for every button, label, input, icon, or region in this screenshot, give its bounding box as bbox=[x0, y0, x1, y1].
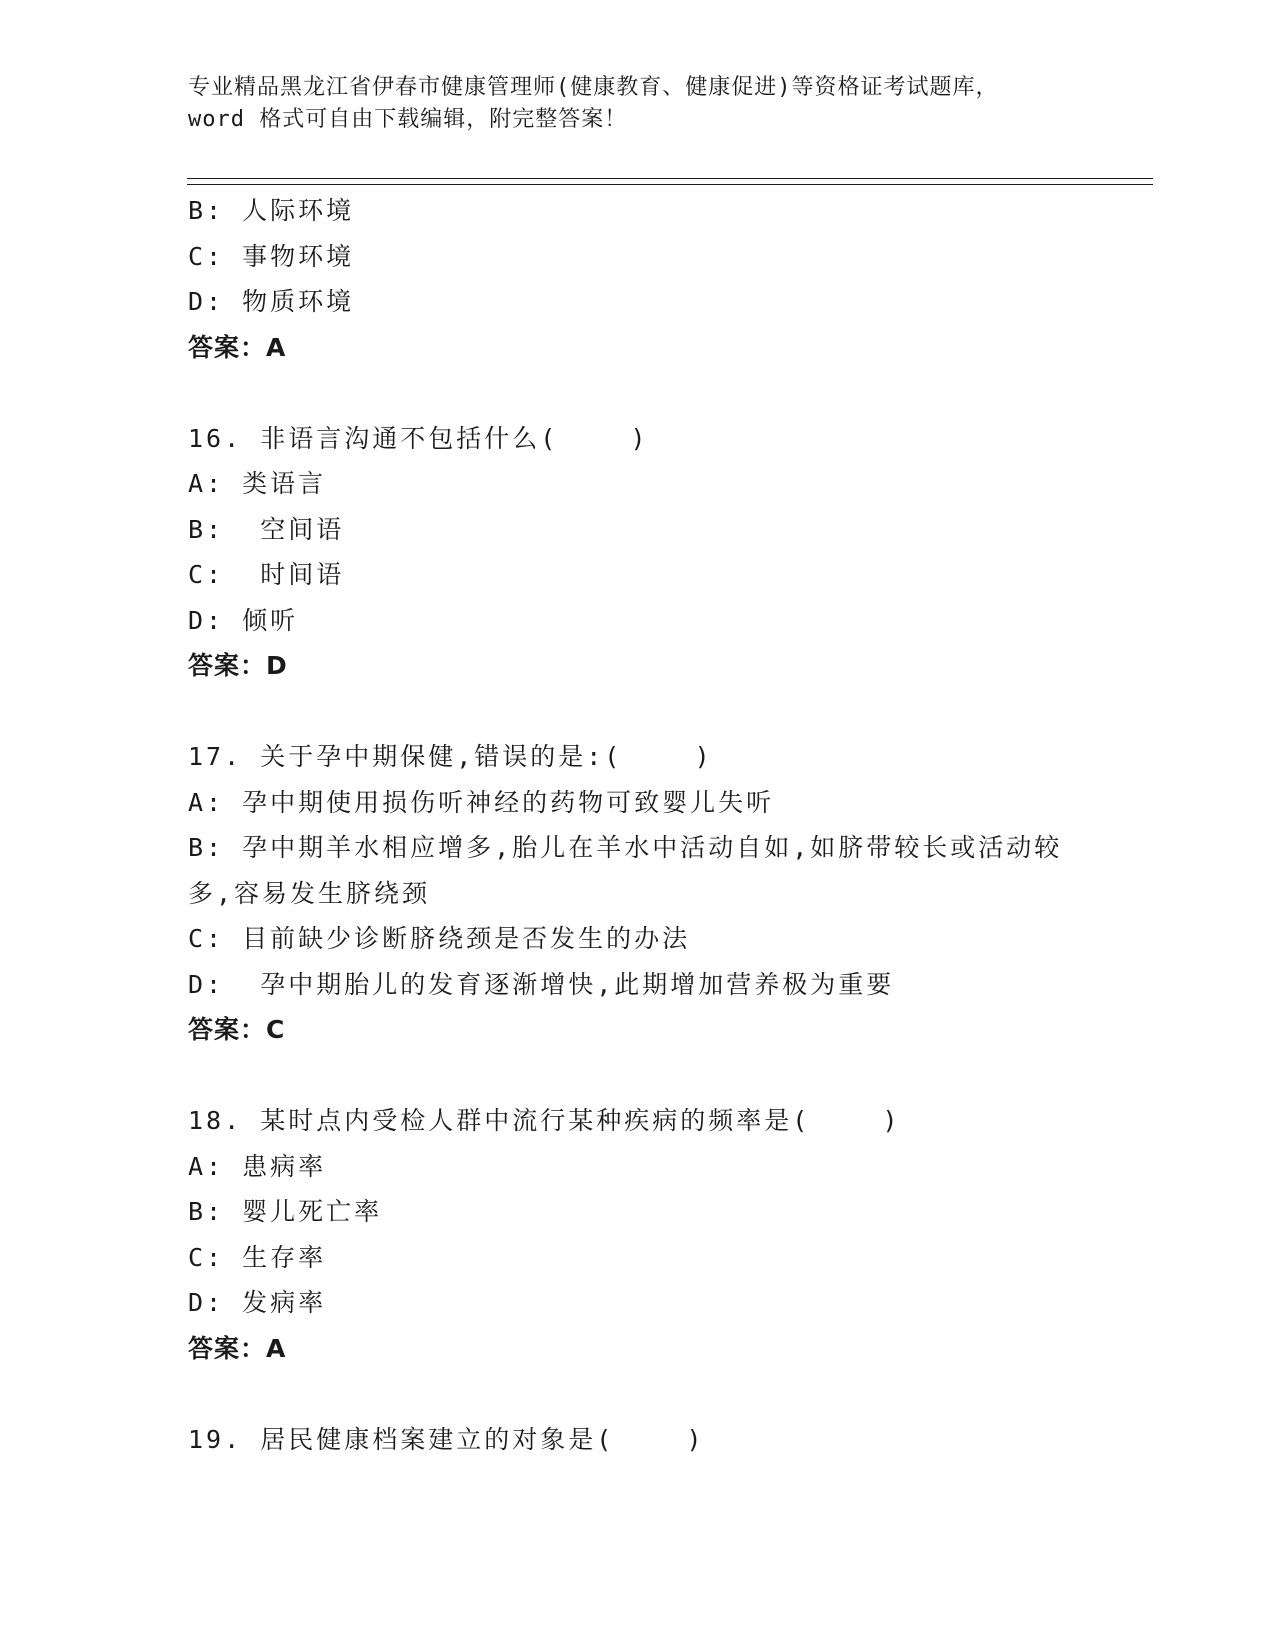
option-c: C: 生存率 bbox=[188, 1242, 327, 1272]
question-stem: 17. 关于孕中期保健,错误的是:( ) bbox=[188, 742, 713, 771]
option-d: D: 孕中期胎儿的发育逐渐增快,此期增加营养极为重要 bbox=[188, 969, 895, 999]
header-line-2: word 格式可自由下载编辑，附完整答案！ bbox=[188, 107, 628, 132]
question-17 bbox=[188, 734, 1088, 1053]
question-18 bbox=[188, 1098, 1088, 1371]
option-b-continued: 多,容易发生脐绕颈 bbox=[188, 878, 431, 908]
option-b: B: 人际环境 bbox=[188, 196, 355, 225]
answer: 答案：D bbox=[188, 651, 288, 680]
option-d: D: 发病率 bbox=[188, 1288, 327, 1317]
question-stem: 19. 居民健康档案建立的对象是( ) bbox=[188, 1424, 705, 1454]
option-b: B: 孕中期羊水相应增多,胎儿在羊水中活动自如,如脐带较长或活动较 bbox=[188, 833, 1063, 862]
option-c: C: 目前缺少诊断脐绕颈是否发生的办法 bbox=[188, 924, 691, 953]
answer: 答案：A bbox=[188, 332, 287, 362]
spacer bbox=[188, 1053, 1088, 1099]
spacer bbox=[188, 370, 1088, 416]
option-d: D: 物质环境 bbox=[188, 287, 355, 316]
answer: 答案：C bbox=[188, 1015, 286, 1044]
question-19 bbox=[188, 1417, 1088, 1463]
answer: 答案：A bbox=[188, 1333, 287, 1363]
option-a: A: 孕中期使用损伤听神经的药物可致婴儿失听 bbox=[188, 787, 775, 817]
question-15-continued bbox=[188, 188, 1088, 370]
question-stem: 16. 非语言沟通不包括什么( ) bbox=[188, 423, 649, 453]
option-b: B: 空间语 bbox=[188, 514, 345, 544]
option-a: A: 类语言 bbox=[188, 469, 327, 498]
document-header bbox=[188, 72, 1088, 136]
header-divider bbox=[187, 178, 1153, 185]
header-line-1: 专业精品黑龙江省伊春市健康管理师(健康教育、健康促进)等资格证考试题库， bbox=[188, 75, 999, 100]
question-list bbox=[188, 188, 1088, 1462]
option-c: C: 时间语 bbox=[188, 560, 345, 589]
question-16 bbox=[188, 416, 1088, 689]
spacer bbox=[188, 689, 1088, 735]
option-b: B: 婴儿死亡率 bbox=[188, 1197, 383, 1226]
option-d: D: 倾听 bbox=[188, 605, 299, 635]
question-stem: 18. 某时点内受检人群中流行某种疾病的频率是( ) bbox=[188, 1106, 901, 1135]
option-c: C: 事物环境 bbox=[188, 241, 355, 271]
option-a: A: 患病率 bbox=[188, 1151, 327, 1181]
spacer bbox=[188, 1371, 1088, 1417]
